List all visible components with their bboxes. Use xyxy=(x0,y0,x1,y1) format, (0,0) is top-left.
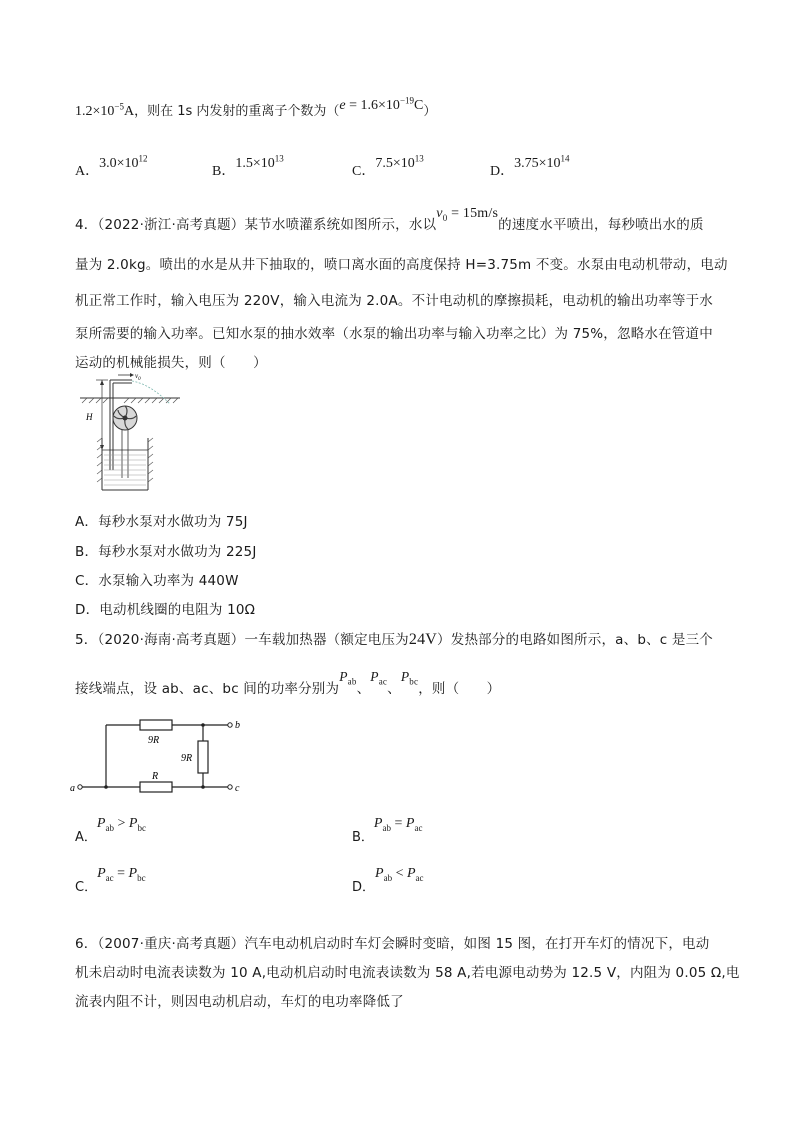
q5-circuit-diagram xyxy=(70,715,250,795)
q6-stem-line-3: 流表内阻不计，则因电动机启动，车灯的电功率降低了 xyxy=(75,994,404,1010)
q3-current: $1.2\times 10^{-5}A$ xyxy=(75,101,135,119)
q4-stem-line-1: 4．（2022·浙江·高考真题）某节水喷灌系统如图所示，水以$v_0 = 15m/s$的速度水平喷出，每秒喷出水的质 xyxy=(75,206,704,233)
q4-stem-line-5: 运动的机械能损失，则（ ） xyxy=(75,355,267,371)
q5-option-a[interactable]: A．$P_{ab} > P_{bc}$ xyxy=(75,816,146,845)
q5-stem-line-2: 接线端点，设 ab、ac、bc 间的功率分别为$P_{ab}$、$P_{ac}$、$P_{bc}$，则（ ） xyxy=(75,669,501,697)
q5-p-bc: $P_{bc}$ xyxy=(400,669,419,687)
q3-stem-line: $1.2\times 10^{-5}A$，则在 1s 内发射的重离子个数为$(e = 1.6\times 10^{-19}C)$ xyxy=(75,95,437,119)
q4-option-c[interactable]: C．水泵输入功率为 440W xyxy=(75,573,239,589)
q4-option-b[interactable]: B．每秒水泵对水做功为 225J xyxy=(75,544,257,560)
q5-label-r-mid: 9R xyxy=(181,753,193,764)
q4-option-a[interactable]: A．每秒水泵对水做功为 75J xyxy=(75,514,248,530)
q3-option-d[interactable]: D．$3.75\times 10^{14}$ xyxy=(490,153,570,179)
q4-stem-line-2: 量为 2.0kg。喷出的水是从井下抽取的，喷口离水面的高度保持 H=3.75m 不变。水泵由电动机带动，电动 xyxy=(75,257,728,273)
q5-p-ac: $P_{ac}$ xyxy=(370,669,388,687)
q3-option-c[interactable]: C．$7.5\times 10^{13}$ xyxy=(352,153,424,179)
q5-voltage: 24V xyxy=(408,631,438,648)
q3-option-b[interactable]: B．$1.5\times 10^{13}$ xyxy=(212,153,284,179)
q5-label-r-bot: R xyxy=(152,771,159,782)
q5-node-c: c xyxy=(235,783,240,794)
q5-resistor-top xyxy=(140,720,172,730)
q4-pump-figure xyxy=(80,370,190,495)
q5-stem-line-1: 5．（2020·海南·高考真题）一车载加热器（额定电压为24V）发热部分的电路如图所示，a、b、c 是三个 xyxy=(75,631,714,648)
q6-stem-line-2: 机未启动时电流表读数为 10 A,电动机启动时电流表读数为 58 A,若电源电动势为 12.5 V，内阻为 0.05 Ω,电 xyxy=(75,965,740,981)
q4-option-d[interactable]: D．电动机线圈的电阻为 10Ω xyxy=(75,602,256,618)
q5-option-c[interactable]: C．$P_{ac} = P_{bc}$ xyxy=(75,866,146,895)
q5-resistor-bottom xyxy=(140,782,172,792)
q5-node-a: a xyxy=(70,783,75,794)
q5-resistor-middle xyxy=(198,741,208,773)
q3-charge: $e = 1.6\times 10^{-19}C$ xyxy=(339,95,424,113)
q4-velocity: $v_0 = 15m/s$ xyxy=(436,206,499,223)
q5-node-b: b xyxy=(235,720,240,731)
q6-stem-line-1: 6．（2007·重庆·高考真题）汽车电动机启动时车灯会瞬时变暗，如图 15 图，在打开车灯的情况下，电动 xyxy=(75,936,710,952)
q5-option-b[interactable]: B．$P_{ab} = P_{ac}$ xyxy=(352,816,423,845)
q4-figure-v-label: $v_0$ xyxy=(135,372,141,382)
q3-stem-tail: ，则在 1s 内发射的重离子个数为（ xyxy=(134,104,340,119)
q5-label-r-top: 9R xyxy=(148,735,160,746)
q5-option-d[interactable]: D．$P_{ab} < P_{ac}$ xyxy=(352,866,424,895)
q5-p-ab: $P_{ab}$ xyxy=(339,669,357,687)
q4-stem-line-3: 机正常工作时，输入电压为 220V，输入电流为 2.0A。不计电动机的摩擦损耗，电动机的输出功率等于水 xyxy=(75,293,713,309)
q4-stem-line-4: 泵所需要的输入功率。已知水泵的抽水效率（水泵的输出功率与输入功率之比）为 75%，忽略水在管道中 xyxy=(75,326,713,342)
q3-option-a[interactable]: A．$3.0\times 10^{12}$ xyxy=(75,153,148,179)
q4-figure-h-label: H xyxy=(86,412,93,422)
